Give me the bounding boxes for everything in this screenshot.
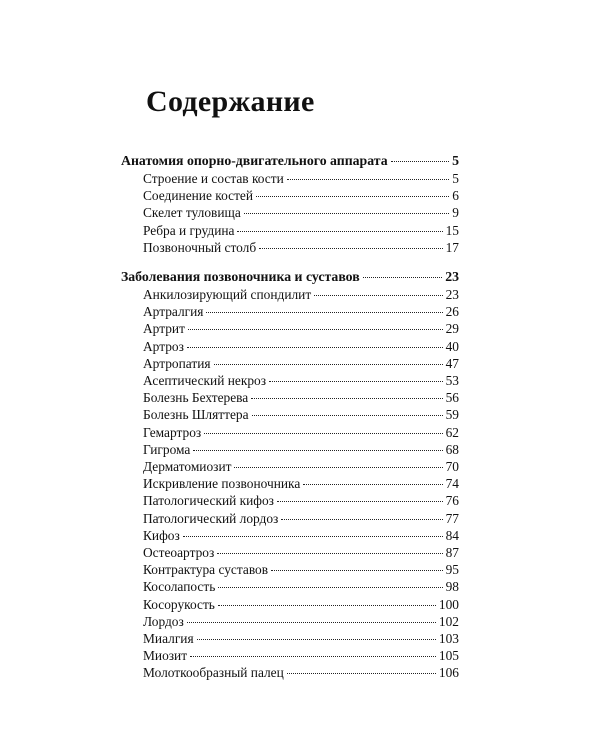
dot-leader [287,673,436,674]
toc-page-number: 53 [445,373,459,389]
dot-leader [363,277,443,278]
toc-entry[interactable] [121,664,459,681]
toc-page-number: 76 [445,493,459,509]
toc-entry-label: Артралгия [143,304,204,320]
toc-entry[interactable] [121,527,459,544]
toc-entry[interactable] [121,406,459,423]
toc-page-number: 59 [445,407,459,423]
dot-leader [314,295,442,296]
toc-page-number: 23 [445,287,459,303]
toc-entry[interactable] [121,424,459,441]
dot-leader [277,501,443,502]
toc-section [121,268,459,682]
toc-entry[interactable] [121,578,459,595]
dot-leader [217,553,442,554]
dot-leader [391,161,449,162]
toc-entry-label: Косолапость [143,579,216,595]
dot-leader [234,467,442,468]
toc-entry-label: Ребра и грудина [143,222,235,238]
toc-entry[interactable] [121,647,459,664]
dot-leader [269,381,443,382]
toc-entry-label: Контрактура суставов [143,562,269,578]
dot-leader [252,415,443,416]
toc-entry[interactable] [121,510,459,527]
toc-entry[interactable] [121,492,459,509]
toc-page-number: 102 [438,613,459,629]
toc-section-heading[interactable] [121,268,459,286]
dot-leader [271,570,443,571]
toc-page-number: 87 [445,545,459,561]
page-title: Содержание [146,85,315,118]
toc-entry[interactable] [121,222,459,239]
toc-entry-label: Лордоз [143,613,184,629]
toc-entry-label: Гигрома [143,441,191,457]
toc-entry-label: Патологический кифоз [143,493,274,509]
toc-page-number: 70 [445,459,459,475]
toc-page-number: 17 [445,239,459,255]
toc-entry-label: Миозит [143,648,188,664]
toc-page-number: 5 [452,153,459,168]
table-of-contents [121,152,459,682]
toc-entry[interactable] [121,389,459,406]
toc-section-label: Анатомия опорно-двигательного аппарата [121,153,388,168]
toc-entry-label: Асептический некроз [143,373,267,389]
toc-entry[interactable] [121,441,459,458]
toc-entry-label: Артрит [143,321,185,337]
toc-page-number: 47 [445,355,459,371]
toc-entry[interactable] [121,286,459,303]
toc-entry-label: Патологический лордоз [143,510,279,526]
toc-section-heading[interactable] [121,152,459,170]
toc-entry[interactable] [121,544,459,561]
dot-leader [197,639,436,640]
toc-entry-label: Болезнь Бехтерева [143,390,249,406]
dot-leader [206,312,442,313]
toc-page-number: 100 [438,596,459,612]
toc-entry-label: Миалгия [143,631,194,647]
toc-entry[interactable] [121,320,459,337]
dot-leader [188,329,443,330]
toc-entry-label: Дерматомиозит [143,459,232,475]
dot-leader [193,450,442,451]
dot-leader [256,196,449,197]
dot-leader [237,231,442,232]
toc-page-number: 62 [445,424,459,440]
toc-page-number: 56 [445,390,459,406]
dot-leader [187,622,436,623]
toc-entry[interactable] [121,372,459,389]
toc-entry[interactable] [121,170,459,187]
toc-page-number: 105 [438,648,459,664]
toc-page-number: 6 [452,188,459,204]
dot-leader [214,364,443,365]
toc-entry[interactable] [121,239,459,256]
toc-entry[interactable] [121,187,459,204]
dot-leader [218,587,442,588]
dot-leader [259,248,442,249]
toc-entry[interactable] [121,561,459,578]
toc-page-number: 40 [445,338,459,354]
toc-entry-label: Позвоночный столб [143,239,257,255]
toc-page-number: 26 [445,304,459,320]
dot-leader [251,398,442,399]
toc-entry[interactable] [121,303,459,320]
toc-entry[interactable] [121,613,459,630]
toc-entry-label: Строение и состав кости [143,171,284,186]
toc-entry[interactable] [121,355,459,372]
toc-page-number: 9 [452,205,459,221]
toc-page-number: 103 [438,631,459,647]
toc-entry-label: Артропатия [143,355,211,371]
toc-page-number: 106 [438,665,459,681]
toc-page-number: 95 [445,562,459,578]
toc-page-number: 77 [445,510,459,526]
toc-page-number: 74 [445,476,459,492]
toc-entry-label: Остеоартроз [143,545,215,561]
toc-entry-label: Искривление позвоночника [143,476,301,492]
toc-entry[interactable] [121,204,459,221]
toc-entry-label: Анкилозирующий спондилит [143,287,312,303]
dot-leader [287,179,450,180]
toc-section [121,152,459,256]
toc-entry-label: Кифоз [143,527,180,543]
toc-entry[interactable] [121,630,459,647]
toc-page-number: 29 [445,321,459,337]
dot-leader [218,605,436,606]
toc-entry-label: Соединение костей [143,188,254,204]
toc-page-number: 5 [452,171,459,186]
toc-page-number: 98 [445,579,459,595]
toc-entry-label: Болезнь Шляттера [143,407,249,423]
dot-leader [183,536,443,537]
dot-leader [190,656,436,657]
toc-entry-label: Скелет туловища [143,205,241,221]
toc-page-number: 15 [445,222,459,238]
toc-entry[interactable] [121,338,459,355]
toc-entry-label: Молоткообразный палец [143,665,284,681]
dot-leader [303,484,442,485]
toc-entry[interactable] [121,458,459,475]
toc-page-number: 23 [445,269,459,285]
toc-page-number: 84 [445,527,459,543]
toc-section-label: Заболевания позвоночника и суставов [121,269,360,285]
dot-leader [244,213,450,214]
toc-entry-label: Косорукость [143,596,215,612]
toc-entry[interactable] [121,475,459,492]
dot-leader [204,433,442,434]
dot-leader [187,347,443,348]
toc-entry-label: Гемартроз [143,424,202,440]
toc-page-number: 68 [445,441,459,457]
dot-leader [281,519,442,520]
toc-entry-label: Артроз [143,338,184,354]
toc-entry[interactable] [121,596,459,613]
